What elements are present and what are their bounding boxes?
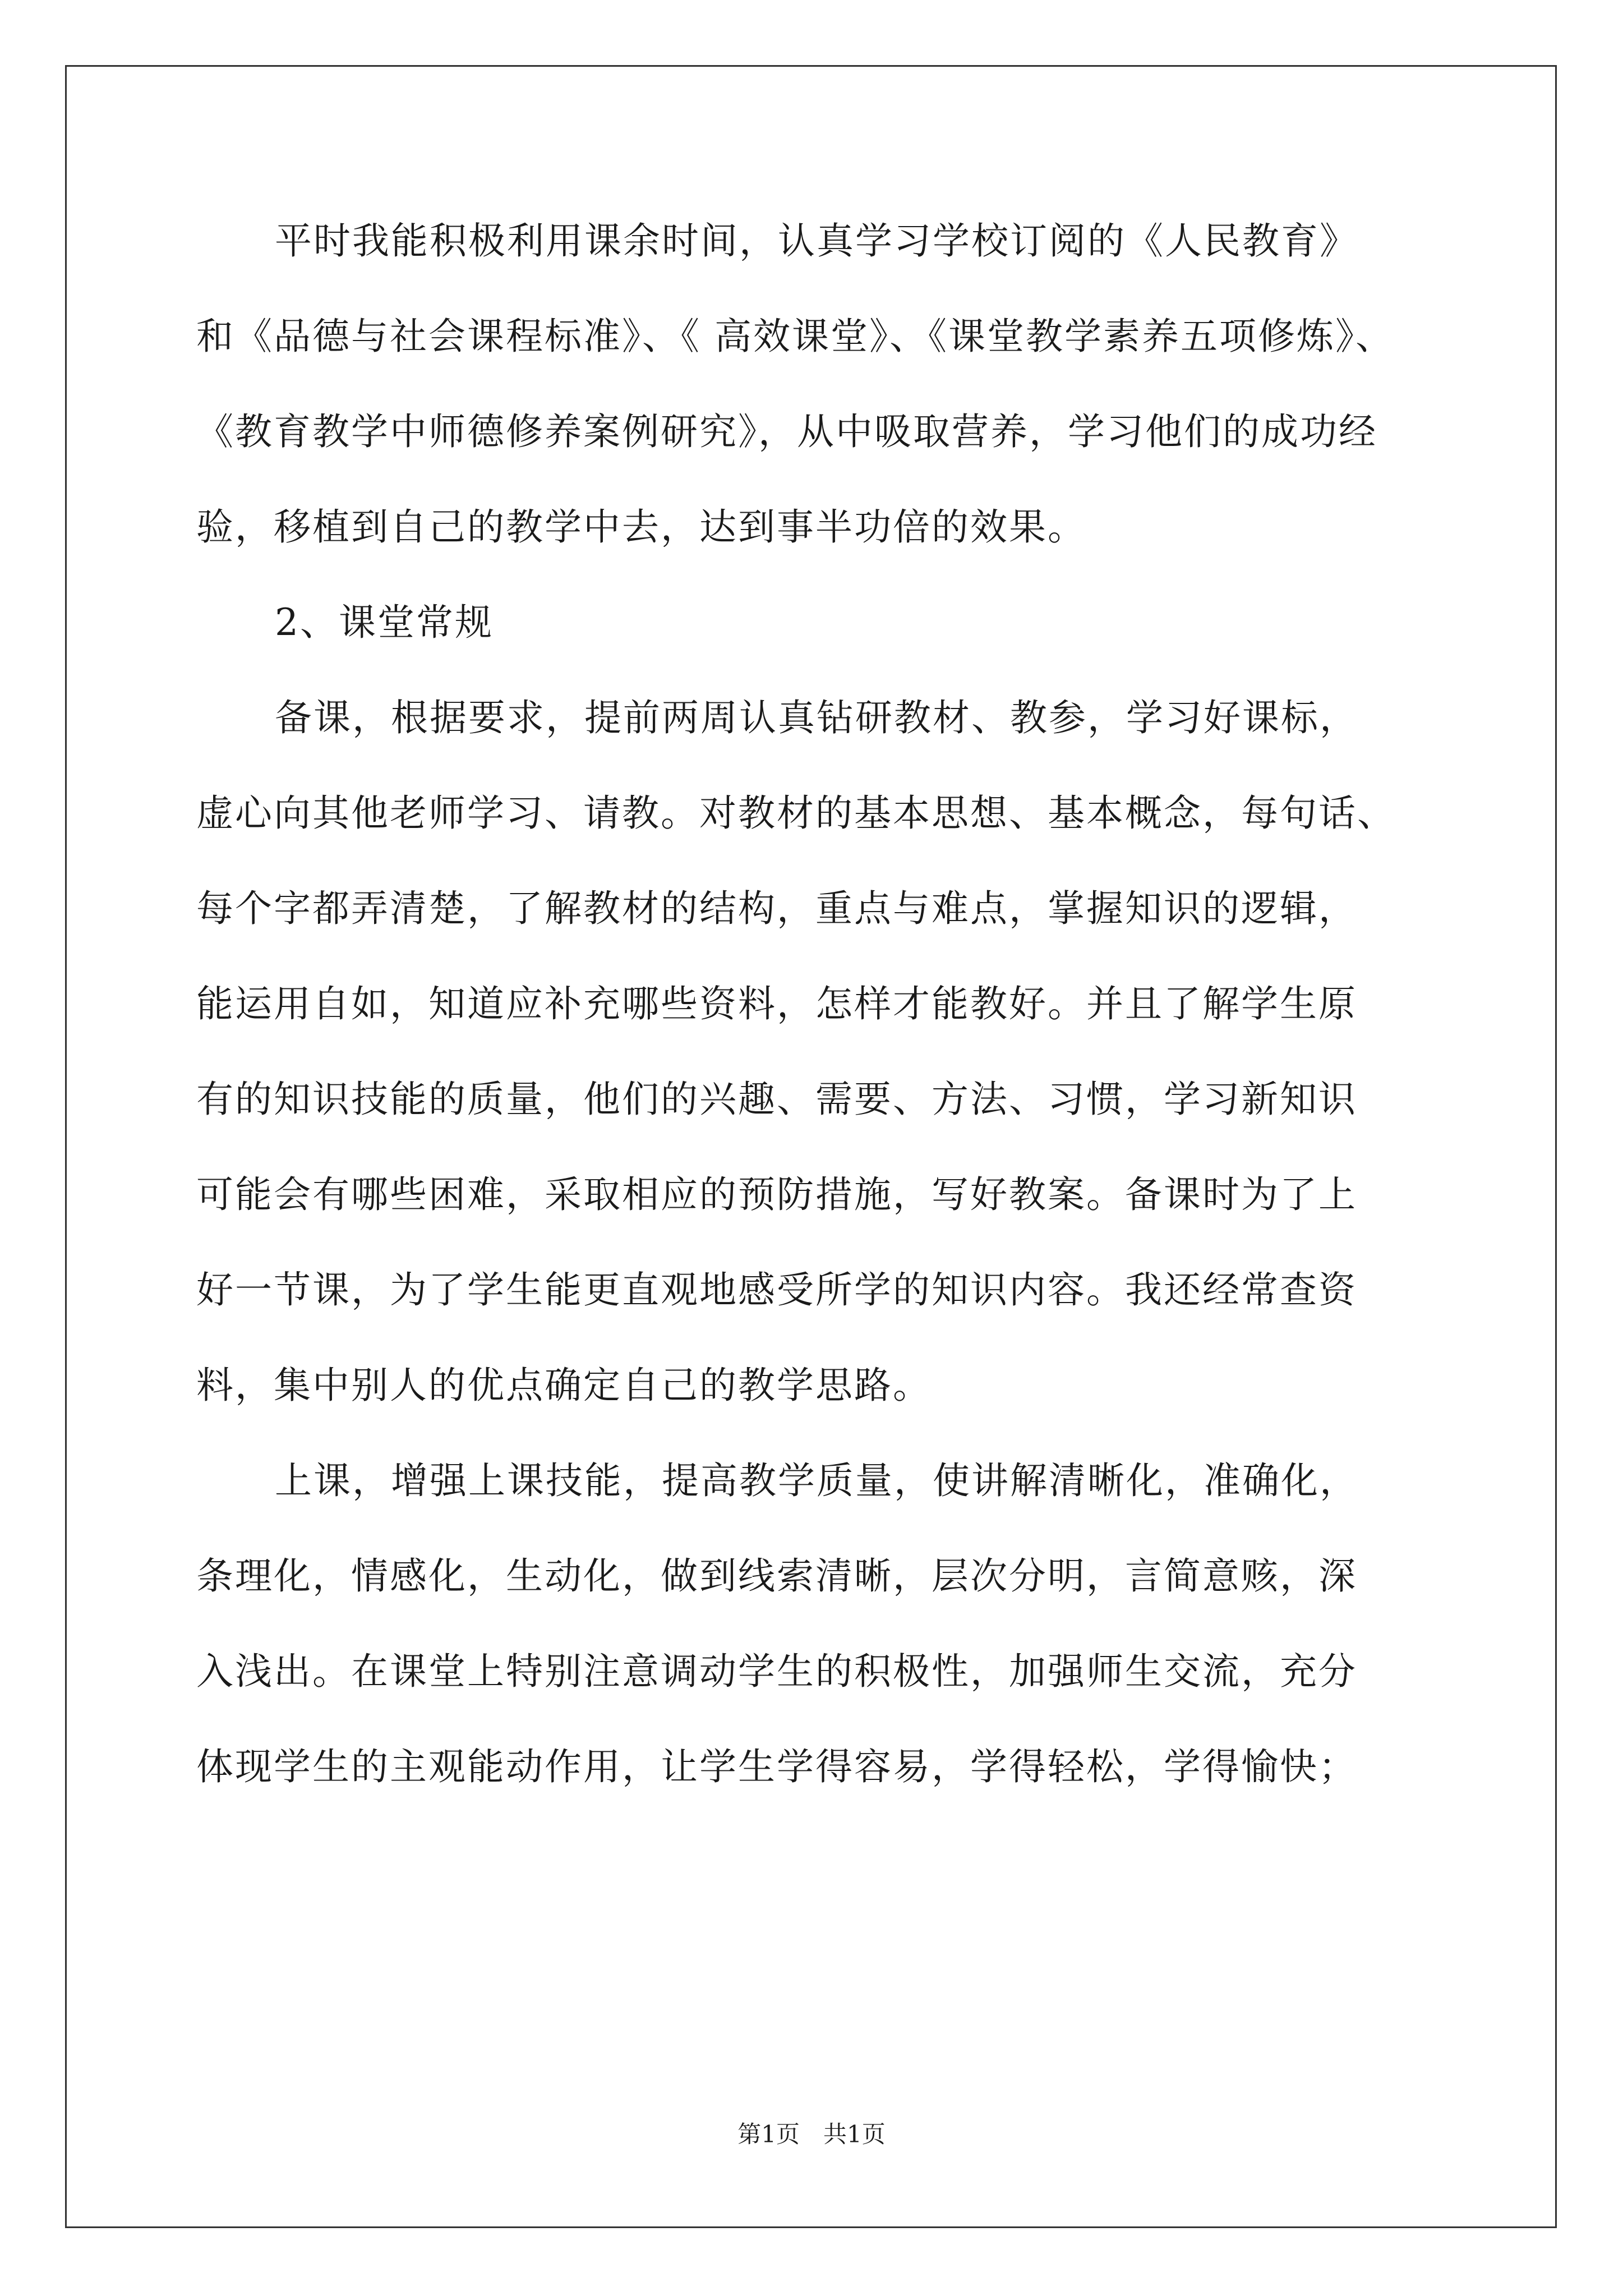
- paragraph-line: 每个字都弄清楚，了解教材的结构，重点与难点，掌握知识的逻辑，: [196, 887, 1357, 930]
- paragraph-line: 料，集中别人的优点确定自己的教学思路。: [196, 1364, 932, 1407]
- page-frame: [65, 65, 1557, 2228]
- section-heading: 2、课堂常规: [275, 601, 494, 644]
- paragraph-line: 入浅出。在课堂上特别注意调动学生的积极性，加强师生交流，充分: [196, 1650, 1357, 1693]
- paragraph-line: 和《品德与社会课程标准》、《 高效课堂》、《课堂教学素养五项修炼》、: [196, 315, 1394, 358]
- paragraph-line: 有的知识技能的质量，他们的兴趣、需要、方法、习惯，学习新知识: [196, 1078, 1357, 1121]
- paragraph-line: 能运用自如，知道应补充哪些资料，怎样才能教好。并且了解学生原: [196, 982, 1357, 1025]
- paragraph-line: 上课，增强上课技能，提高教学质量，使讲解清晰化，准确化，: [275, 1459, 1358, 1502]
- paragraph-line: 条理化，情感化，生动化，做到线索清晰，层次分明，言简意赅，深: [196, 1554, 1357, 1598]
- paragraph-line: 平时我能积极利用课余时间，认真学习学校订阅的《人民教育》: [275, 219, 1358, 263]
- paragraph-line: 《教育教学中师德修养案例研究》，从中吸取营养，学习他们的成功经: [196, 410, 1377, 453]
- page-number-footer: 第1页 共1页: [737, 2120, 886, 2148]
- paragraph-line: 体现学生的主观能动作用，让学生学得容易，学得轻松，学得愉快；: [196, 1745, 1357, 1788]
- paragraph-line: 验，移植到自己的教学中去，达到事半功倍的效果。: [196, 505, 1086, 549]
- paragraph-line: 虚心向其他老师学习、请教。对教材的基本思想、基本概念，每句话、: [196, 792, 1396, 835]
- paragraph-line: 好一节课，为了学生能更直观地感受所学的知识内容。我还经常查资: [196, 1268, 1357, 1312]
- paragraph-line: 可能会有哪些困难，采取相应的预防措施，写好教案。备课时为了上: [196, 1173, 1357, 1216]
- paragraph-line: 备课，根据要求，提前两周认真钻研教材、教参，学习好课标，: [275, 696, 1358, 739]
